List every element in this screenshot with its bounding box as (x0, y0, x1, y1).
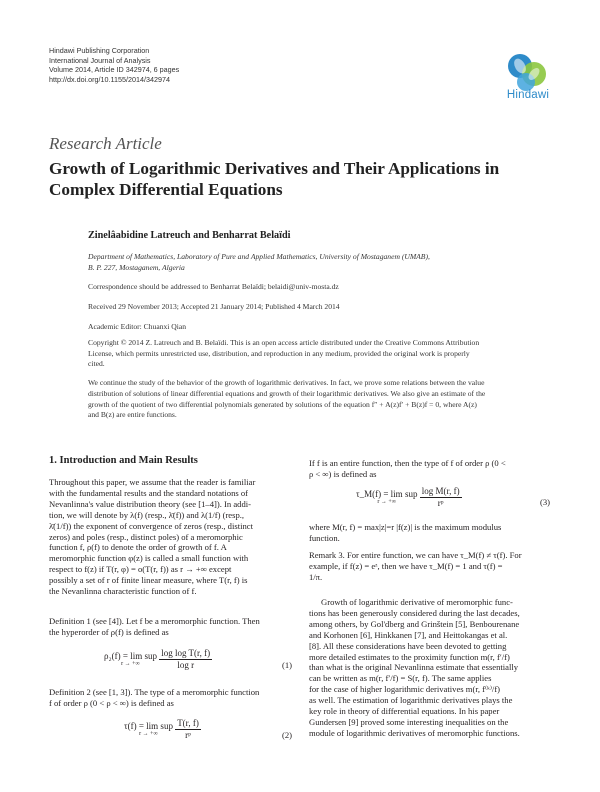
body-line: Remark 3. For entire function, we can have τ_M(f) ≠ τ(f). For (309, 550, 522, 560)
body-line: with the fundamental results and the standard notations of (49, 487, 249, 498)
abstract (88, 378, 552, 421)
eq2-lhs: τ(f) = lim sup (124, 721, 173, 731)
dates: Received 29 November 2013; Accepted 21 January 2014; Published 4 March 2014 (88, 302, 340, 311)
intro-paragraph (49, 477, 294, 597)
abstract-line-1: We continue the study of the behavior of the growth of logarithmic derivatives. In fact, we prove some relations between the value (88, 378, 485, 387)
equation-2-tag: (2) (282, 730, 293, 740)
logarithmic-derivative-paragraph (309, 597, 554, 739)
article-type: Research Article (49, 134, 162, 153)
body-line: Growth of logarithmic derivative of meromorphic func- (321, 597, 513, 607)
equation-1-tag: (1) (282, 660, 293, 670)
max-modulus-paragraph (309, 522, 554, 544)
definition-2-line-1: Definition 2 (see [1, 3]). The type of a meromorphic function (49, 687, 260, 697)
body-line: as well. The estimation of logarithmic derivatives plays the (309, 695, 513, 706)
body-line: meromorphic function φ(z) is called a small function with (49, 553, 249, 564)
academic-editor: Academic Editor: Chuanxi Qian (88, 322, 187, 331)
abstract-line-4: and B(z) are entire functions. (88, 410, 177, 420)
eq3-lhs: τ_M(f) = lim sup (356, 489, 418, 499)
eq3-denominator: rᵖ (437, 498, 444, 508)
definition-2-line-2: f of order ρ (0 < ρ < ∞) is defined as (49, 697, 174, 708)
definition-2 (49, 687, 294, 709)
body-line: ρ < ∞) is defined as (309, 468, 377, 479)
body-line: Gundersen [9] proved some interesting inequalities on the (309, 716, 509, 727)
title-line-1: Growth of Logarithmic Derivatives and Their Applications in (49, 159, 500, 178)
body-line: the Nevanlinna characteristic function of f. (49, 586, 197, 597)
copyright (88, 338, 552, 370)
body-line: tions has been generously considered during the last decades, (309, 607, 520, 618)
journal-name: International Journal of Analysis (49, 55, 151, 65)
affiliation-line-2: B. P. 227, Mostaganem, Algeria (88, 262, 185, 272)
body-line: than what is the original Nevanlinna estimate that essentially (309, 662, 519, 673)
body-line: If f is an entire function, then the type of f of order ρ (0 < (309, 458, 506, 468)
body-line: respect to f(z) if T(r, φ) = o(T(r, f)) as r → +∞ except (49, 564, 232, 575)
eq1-lhs: ρ₂(f) = lim sup (104, 651, 157, 661)
body-line: function f, ρ(f) to denote the order of growth of f. A (49, 542, 227, 553)
copyright-line-1: Copyright © 2014 Z. Latreuch and B. Belaïdi. This is an open access article distributed under the Creative Commons Attribution (88, 338, 480, 347)
body-line: can be written as m(r, f′/f) = S(r, f). The same applies (309, 673, 492, 684)
eq3-numerator: log M(r, f) (421, 486, 460, 496)
eq3-sub: r → +∞ (377, 499, 397, 505)
eq2-denominator: rᵖ (185, 730, 191, 740)
eq2-numerator: T(r, f) (177, 718, 199, 728)
hindawi-logo-text: Hindawi (506, 89, 550, 101)
title-line-2: Complex Differential Equations (49, 180, 283, 199)
equation-2 (124, 718, 201, 741)
body-line: for the case of higher logarithmic derivatives m(r, f⁽ᵏ⁾/f) (309, 684, 501, 695)
entire-function-paragraph (309, 458, 554, 480)
body-line: Throughout this paper, we assume that the reader is familiar (49, 477, 256, 487)
body-line: module of logarithmic derivatives of meromorphic functions. (309, 727, 520, 738)
body-line: 1/π. (309, 571, 323, 582)
eq1-sub: r → +∞ (121, 661, 140, 667)
equation-3 (356, 486, 462, 509)
authors: Zinelâabidine Latreuch and Benharrat Belaïdi (88, 230, 291, 241)
section-heading: 1. Introduction and Main Results (49, 455, 198, 466)
equation-3-tag: (3) (540, 497, 551, 507)
abstract-line-3: growth of the quotient of two differential polynomials generated by solutions of the equation f″ + A(z)f′ + B(z)f = 0, where A(z) (88, 399, 477, 409)
body-line: function. (309, 532, 340, 543)
body-line: λ̄(1/f)) the exponent of convergence of zeros (resp., distinct (49, 520, 253, 531)
body-line: more detailed estimates to the proximity function m(r, f′/f) (309, 651, 510, 662)
body-line: [8]. All these considerations have been devoted to getting (309, 640, 507, 651)
remark-3 (309, 550, 554, 583)
body-line: among others, by Gol'dberg and Grinštein [5], Benbourenane (309, 618, 520, 629)
article-title (49, 158, 559, 200)
body-line: and Korhonen [6], Hinkkanen [7], and Heittokangas et al. (309, 629, 508, 640)
definition-1-line-2: the hyperorder of ρ(f) is defined as (49, 626, 169, 637)
correspondence: Correspondence should be addressed to Benharrat Belaïdi; belaidi@univ-mosta.dz (88, 282, 339, 291)
journal-header (49, 46, 179, 84)
body-line: key role in theory of differential equations. In his paper (309, 706, 500, 717)
publisher-name: Hindawi Publishing Corporation (49, 46, 150, 55)
doi-link[interactable]: http://dx.doi.org/10.1155/2014/342974 (49, 74, 170, 84)
eq1-numerator: log log T(r, f) (161, 648, 211, 658)
body-line: tion, we will denote by λ(f) (resp., λ̄(f)) and λ(1/f) (resp., (49, 509, 245, 520)
copyright-line-2: License, which permits unrestricted use, distribution, and reproduction in any medium, provided the original work is properly (88, 348, 470, 358)
body-line: zeros) and poles (resp., distinct poles) of a meromorphic (49, 531, 243, 542)
body-line: possibly a set of r of finite linear measure, where T(r, f) is (49, 575, 248, 586)
affiliation-line-1: Department of Mathematics, Laboratory of Pure and Applied Mathematics, University of Mostaganem (UMAB), (88, 252, 430, 261)
abstract-line-2: distribution of solutions of linear differential equations and growth of their logarithmic derivatives. We also give an estimate of the (88, 388, 486, 398)
body-line: example, if f(z) = eᶻ, then we have τ_M(f) = 1 and τ(f) = (309, 560, 503, 571)
eq1-denominator: log r (177, 660, 195, 670)
affiliation (88, 252, 552, 273)
volume-info: Volume 2014, Article ID 342974, 6 pages (49, 65, 180, 75)
body-line: Nevanlinna's value distribution theory (see [1–4]). In addi- (49, 498, 252, 509)
definition-1-line-1: Definition 1 (see [4]). Let f be a meromorphic function. Then (49, 616, 260, 626)
copyright-line-3: cited. (88, 359, 105, 369)
equation-1 (104, 648, 212, 671)
eq2-sub: r → +∞ (139, 731, 158, 737)
body-line: where M(r, f) = max|z|=r |f(z)| is the maximum modulus (309, 522, 502, 532)
definition-1 (49, 616, 294, 638)
